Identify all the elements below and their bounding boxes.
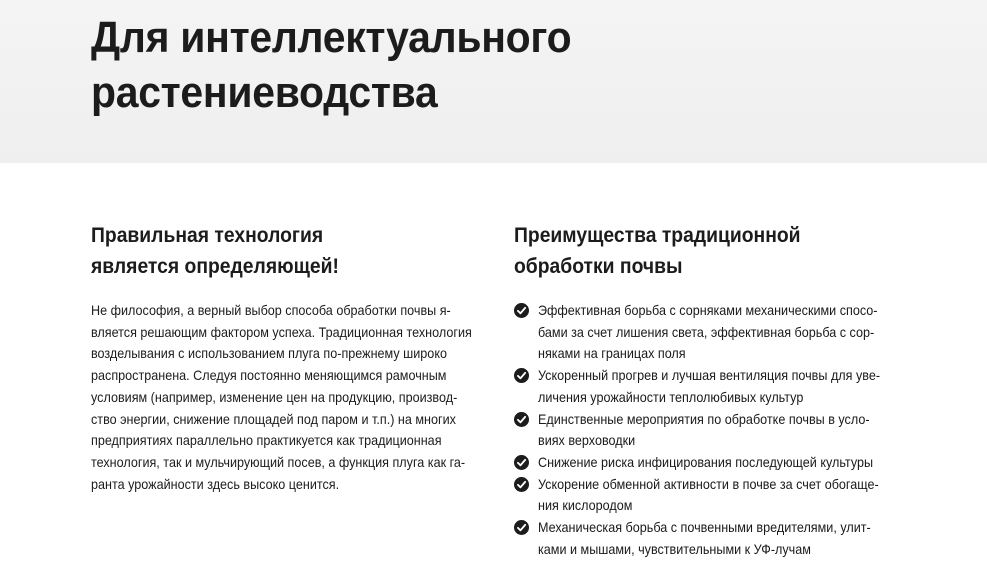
benefit-line: Единственные мероприятия по обработке почвы в усло- [538,410,870,427]
benefit-line: бами за счет лишения света, эффективная борьба с сор- [538,323,875,340]
benefit-item [514,517,954,560]
benefit-item [514,409,954,452]
benefit-text [538,474,952,517]
benefit-line: виях верховодки [538,432,636,449]
benefit-text [538,517,952,560]
paragraph-line: условиям (например, изменение цен на продукцию, производ- [91,388,458,405]
benefit-line: Эффективная борьба с сорняками механическими спосо- [538,302,878,318]
check-circle-icon [514,520,529,535]
page-title-line: Для интеллектуального [91,13,572,62]
benefit-line: Ускорение обменной активности в почве за счет обогаще- [538,475,879,492]
benefit-item [514,474,954,517]
right-column [514,220,954,560]
benefit-line: Ускоренный прогрев и лучшая вентиляция почвы для уве- [538,367,881,384]
paragraph-line: возделывания с использованием плуга по-прежнему широко [91,345,447,362]
benefit-item [514,452,954,474]
page-title [91,10,571,120]
paragraph-line: распространена. Следуя постоянно меняющимся рамочным [91,367,447,384]
right-section-heading [514,220,919,282]
benefit-text [538,452,952,474]
paragraph-line: технология, так и мульчирующий посев, а функция плуга как га- [91,453,466,470]
benefit-line: Снижение риска инфицирования последующей культуры [538,453,874,470]
check-circle-icon [514,477,529,492]
benefit-line: личения урожайности теплолюбивых культур [538,388,804,405]
benefit-line: ния кислородом [538,497,633,514]
benefit-line: Механическая борьба с почвенными вредителями, улит- [538,519,871,536]
paragraph-line: ранта урожайности здесь высоко ценится. [91,475,340,492]
heading-line: Преимущества традиционной [514,224,801,247]
heading-line: Правильная технология [91,224,324,247]
left-column [91,220,501,495]
hero-banner [0,0,987,163]
paragraph-line: предприятиях параллельно практикуется как традиционная [91,432,442,449]
check-circle-icon [514,412,529,427]
benefit-text [538,409,952,452]
check-circle-icon [514,455,529,470]
benefits-list [514,300,954,560]
benefit-line: няками на границах поля [538,345,686,362]
benefit-item [514,365,954,408]
page-title-line: растениеводства [91,68,438,117]
paragraph-line: Не философия, а верный выбор способа обработки почвы я- [91,302,451,318]
benefit-text [538,300,952,365]
left-section-heading [91,220,468,282]
heading-line: обработки почвы [514,255,683,278]
check-circle-icon [514,303,529,318]
check-circle-icon [514,368,529,383]
left-body-paragraph [91,300,492,495]
benefit-text [538,365,952,408]
benefit-item [514,300,954,365]
paragraph-line: вляется решающим фактором успеха. Традиционная технология [91,323,472,340]
benefit-line: ками и мышами, чувствительными к УФ-лучам [538,540,811,557]
paragraph-line: ство энергии, снижение площадей под паром и т.п.) на многих [91,410,456,427]
heading-line: является определяющей! [91,255,339,278]
